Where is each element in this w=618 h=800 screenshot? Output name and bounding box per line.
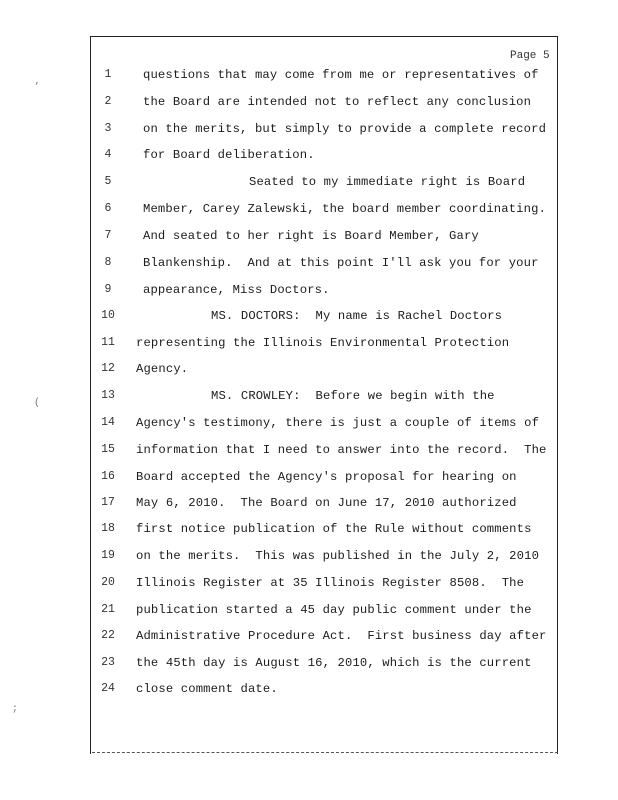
- line-number: 10: [101, 309, 115, 322]
- line-text: appearance, Miss Doctors.: [143, 283, 330, 297]
- line-number: 21: [101, 603, 115, 616]
- transcript-line: [0, 283, 618, 303]
- transcript-line: [0, 122, 618, 142]
- transcript-line: [0, 309, 618, 329]
- transcript-line: [0, 202, 618, 222]
- line-number: 17: [101, 496, 115, 509]
- line-text: on the merits. This was published in the July 2, 2010: [136, 549, 540, 563]
- line-text: Member, Carey Zalewski, the board member coordinating.: [143, 202, 547, 216]
- transcript-line: [0, 416, 618, 436]
- line-text: And seated to her right is Board Member, Gary: [143, 229, 479, 243]
- line-number: 6: [104, 202, 112, 215]
- line-number: 24: [101, 682, 115, 695]
- transcript-line: [0, 443, 618, 463]
- line-text: Agency.: [136, 362, 189, 376]
- margin-mark: ‚: [34, 76, 41, 87]
- line-text: publication started a 45 day public comment under the: [136, 603, 532, 617]
- transcript-line: [0, 148, 618, 168]
- line-text: Administrative Procedure Act. First business day after: [136, 629, 547, 643]
- transcript-line: [0, 603, 618, 623]
- line-text: Agency's testimony, there is just a couple of items of: [136, 416, 540, 430]
- line-number: 13: [101, 389, 115, 402]
- line-number: 14: [101, 416, 115, 429]
- line-text: questions that may come from me or representatives of: [143, 68, 539, 82]
- transcript-line: [0, 522, 618, 542]
- line-text: information that I need to answer into the record. The: [136, 443, 547, 457]
- transcript-line: [0, 389, 618, 409]
- line-text: representing the Illinois Environmental Protection: [136, 336, 510, 350]
- line-text: on the merits, but simply to provide a complete record: [143, 122, 547, 136]
- line-text: May 6, 2010. The Board on June 17, 2010 authorized: [136, 496, 517, 510]
- line-number: 3: [104, 122, 112, 135]
- line-text: first notice publication of the Rule without comments: [136, 522, 532, 536]
- transcript-line: [0, 549, 618, 569]
- line-number: 18: [101, 522, 115, 535]
- line-number: 1: [104, 68, 112, 81]
- line-number: 12: [101, 362, 115, 375]
- line-text: MS. CROWLEY: Before we begin with the: [211, 389, 495, 403]
- line-text: for Board deliberation.: [143, 148, 315, 162]
- line-text: the 45th day is August 16, 2010, which is the current: [136, 656, 532, 670]
- line-number: 23: [101, 656, 115, 669]
- line-text: close comment date.: [136, 682, 278, 696]
- line-number: 7: [104, 229, 112, 242]
- transcript-line: [0, 629, 618, 649]
- line-number: 11: [101, 336, 115, 349]
- transcript-line: [0, 470, 618, 490]
- line-number: 15: [101, 443, 115, 456]
- line-number: 9: [104, 283, 112, 296]
- line-number: 4: [104, 148, 112, 161]
- line-text: MS. DOCTORS: My name is Rachel Doctors: [211, 309, 503, 323]
- line-text: the Board are intended not to reflect any conclusion: [143, 95, 532, 109]
- transcript-line: [0, 68, 618, 88]
- margin-mark: ;: [12, 704, 19, 715]
- transcript-line: [0, 656, 618, 676]
- line-text: Seated to my immediate right is Board: [249, 175, 526, 189]
- line-text: Illinois Register at 35 Illinois Register 8508. The: [136, 576, 525, 590]
- line-text: Board accepted the Agency's proposal for hearing on: [136, 470, 517, 484]
- transcript-line: [0, 576, 618, 596]
- transcript-line: [0, 256, 618, 276]
- transcript-line: [0, 362, 618, 382]
- line-number: 5: [104, 175, 112, 188]
- margin-mark: (: [34, 398, 41, 409]
- transcript-line: [0, 336, 618, 356]
- line-text: Blankenship. And at this point I'll ask you for your: [143, 256, 539, 270]
- line-number: 2: [104, 95, 112, 108]
- line-number: 20: [101, 576, 115, 589]
- line-number: 19: [101, 549, 115, 562]
- transcript-line: [0, 682, 618, 702]
- page-number: Page 5: [510, 50, 550, 62]
- line-number: 22: [101, 629, 115, 642]
- line-number: 16: [101, 470, 115, 483]
- page-bottom-edge: [92, 752, 558, 753]
- transcript-line: [0, 95, 618, 115]
- transcript-line: [0, 175, 618, 195]
- transcript-line: [0, 229, 618, 249]
- transcript-line: [0, 496, 618, 516]
- line-number: 8: [104, 256, 112, 269]
